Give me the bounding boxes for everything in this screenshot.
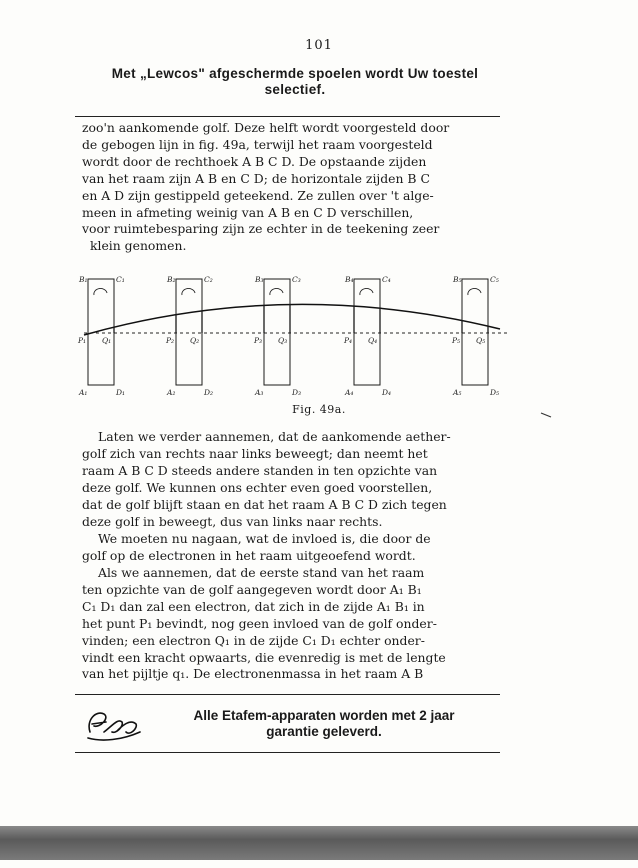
text-line: en A D zijn gestippeld geteekend. Ze zullen over 't alge- [82, 187, 434, 203]
label-c: C₂ [204, 275, 213, 284]
text-line: zoo'n aankomende golf. Deze helft wordt voorgesteld door [82, 120, 450, 135]
paragraph-4 [82, 565, 502, 683]
label-c: C₅ [490, 275, 499, 284]
label-q: Q₅ [476, 336, 486, 345]
text-line: van het raam zijn A B en C D; de horizontale zijden B C [82, 170, 430, 186]
label-p: P₅ [452, 336, 461, 345]
text-line: Laten we verder aannemen, dat de aankomende aether- [98, 429, 451, 444]
text-line: wordt door de rechthoek A B C D. De opstaande zijden [82, 153, 427, 169]
text-line: dat de golf blijft staan en dat het raam A B C D zich tegen [82, 496, 447, 512]
text-line: voor ruimtebesparing zijn ze echter in de teekening zeer [82, 221, 440, 237]
paragraph-2 [82, 429, 502, 530]
footer-ad-line-2: garantie geleverd. [266, 724, 382, 739]
label-b: B₃ [255, 275, 264, 284]
scan-mark [540, 412, 552, 418]
rotation-arrow-icon [360, 288, 373, 295]
figure-49a [80, 267, 520, 403]
text-line: raam A B C D steeds andere standen in ten opzichte van [82, 462, 438, 478]
label-d: D₄ [382, 388, 392, 397]
text-line: het punt P₁ bevindt, nog geen invloed van de golf onder- [82, 615, 437, 631]
footer-rule-top [75, 694, 500, 695]
raam-frame [88, 279, 114, 385]
rotation-arrow-icon [468, 288, 481, 295]
page-number: 101 [305, 38, 333, 53]
raam-frame [176, 279, 202, 385]
text-line: Als we aannemen, dat de eerste stand van het raam [98, 565, 425, 580]
etafem-logo [82, 702, 144, 746]
rotation-arrow-icon [94, 288, 107, 295]
raam-frame [264, 279, 290, 385]
label-b: B₅ [453, 275, 462, 284]
label-c: C₃ [292, 275, 301, 284]
text-line: vindt een kracht opwaarts, die evenredig is met de lengte [82, 649, 446, 665]
label-b: B₂ [167, 275, 176, 284]
header-advertisement [80, 66, 510, 98]
label-q: Q₁ [102, 336, 112, 345]
label-a: A₁ [79, 388, 88, 397]
text-line: vinden; een electron Q₁ in de zijde C₁ D₁ echter onder- [82, 632, 425, 648]
rotation-arrow-icon [182, 288, 195, 295]
text-line: deze golf. We kunnen ons echter even goed voorstellen, [82, 479, 433, 495]
label-c: C₄ [382, 275, 391, 284]
label-a: A₃ [255, 388, 264, 397]
label-a: A₂ [167, 388, 176, 397]
scan-binding-shadow [0, 826, 638, 860]
label-d: D₅ [490, 388, 500, 397]
footer-advertisement [82, 698, 502, 750]
label-p: P₄ [344, 336, 353, 345]
label-a: A₅ [453, 388, 462, 397]
text-line: van het pijltje q₁. De electronenmassa in het raam A B [82, 666, 424, 682]
text-line: de gebogen lijn in fig. 49a, terwijl het raam voorgesteld [82, 136, 433, 152]
label-p: P₁ [78, 336, 87, 345]
label-d: D₂ [204, 388, 214, 397]
label-a: A₄ [345, 388, 354, 397]
paragraph-3 [82, 531, 502, 565]
text-line: We moeten nu nagaan, wat de invloed is, die door de [98, 531, 431, 546]
text-line: deze golf in beweegt, dus van links naar rechts. [82, 513, 383, 529]
text-line: meen in afmeting weinig van A B en C D verschillen, [82, 204, 414, 220]
figure-caption: Fig. 49a. [292, 403, 346, 416]
text-line: golf zich van rechts naar links beweegt; dan neemt het [82, 445, 428, 461]
label-b: B₄ [345, 275, 354, 284]
label-p: P₃ [254, 336, 263, 345]
label-d: D₁ [116, 388, 126, 397]
label-q: Q₃ [278, 336, 288, 345]
footer-rule-bottom [75, 752, 500, 753]
header-ad-line-2: selectief. [264, 82, 326, 97]
label-p: P₂ [166, 336, 175, 345]
label-c: C₁ [116, 275, 125, 284]
label-d: D₃ [292, 388, 302, 397]
text-line: klein genomen. [90, 238, 187, 254]
raam-frame [462, 279, 488, 385]
text-line: ten opzichte van de golf aangegeven wordt door A₁ B₁ [82, 581, 422, 597]
rotation-arrow-icon [270, 288, 283, 295]
header-rule [75, 116, 500, 117]
label-q: Q₄ [368, 336, 378, 345]
label-q: Q₂ [190, 336, 200, 345]
label-b: B₁ [79, 275, 88, 284]
header-ad-line-1: Met „Lewcos" afgeschermde spoelen wordt Uw toestel [111, 66, 479, 81]
footer-ad-text [164, 708, 484, 740]
wave-curve [84, 304, 500, 335]
raam-frame [354, 279, 380, 385]
footer-ad-line-1: Alle Etafem-apparaten worden met 2 jaar [193, 708, 455, 723]
text-line: golf op de electronen in het raam uitgeoefend wordt. [82, 547, 416, 563]
paragraph-1 [82, 120, 502, 255]
text-line: C₁ D₁ dan zal een electron, dat zich in de zijde A₁ B₁ in [82, 598, 425, 614]
